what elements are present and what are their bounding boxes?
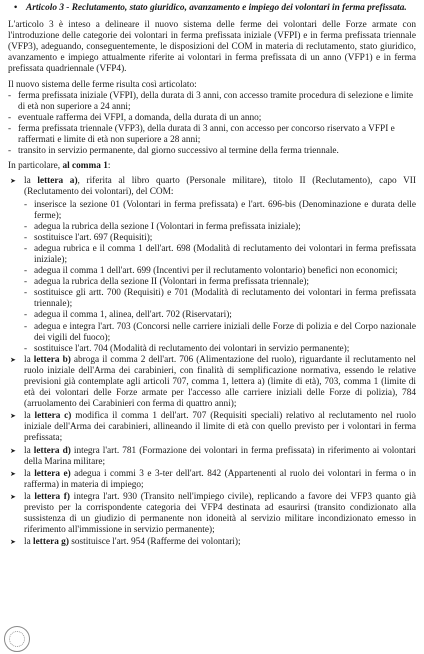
dash-marker: - bbox=[24, 243, 28, 254]
item-lead: la bbox=[24, 468, 35, 479]
system-list bbox=[8, 91, 416, 158]
letter-item bbox=[8, 411, 416, 444]
sub-item-text: adegua il comma 1, alinea, dell'art. 702 (Riservatari); bbox=[34, 310, 232, 321]
system-list-item bbox=[8, 146, 416, 157]
heading-label: Articolo 3 - bbox=[26, 3, 72, 13]
arrow-icon: ➤ bbox=[10, 412, 16, 421]
system-intro: Il nuovo sistema delle ferme risulta così articolato: bbox=[8, 79, 197, 90]
item-lead: la bbox=[24, 445, 34, 456]
particular-bold: al comma 1 bbox=[62, 161, 108, 172]
intro-paragraph: L'articolo 3 è inteso a delineare il nuovo sistema delle ferme dei volontari delle Forze armate con l'introduzione delle categorie dei volontari in ferma prefissata iniziale (VFPI) e in ferma prefissata triennale (VFP3), adeguando, conseguentemente, le disposizioni del COM in materia di reclutamento, stato giuridico, avanzamento e impiego attualmente riferite ai volontari in ferma prefissata di un anno (VFP1) e in ferma prefissata quadriennale (VFP4). bbox=[8, 20, 416, 75]
dash-marker: - bbox=[24, 277, 28, 288]
sub-item bbox=[8, 310, 416, 321]
item-letter: lettera f) bbox=[34, 491, 70, 502]
sub-item bbox=[8, 322, 416, 344]
sub-item bbox=[8, 244, 416, 266]
letter-item bbox=[8, 176, 416, 198]
particular-prefix: In particolare, bbox=[8, 161, 63, 172]
dash-marker: - bbox=[8, 90, 12, 101]
dash-marker: - bbox=[24, 221, 28, 232]
item-lead: la bbox=[24, 537, 34, 548]
item-lead: la bbox=[24, 354, 34, 365]
item-letter: lettera c) bbox=[34, 411, 72, 422]
item-text: abroga il comma 2 dell'art. 706 (Alimentazione del ruolo), riguardante il reclutamento nel ruolo iniziale dell'Arma dei carabinieri, con finalità di semplificazione normativa, essendo le relative previsioni già contemplate agli articoli 707, comma 1, lettera a) (limite di età), 703, comma 1 (limite di età dei volontari delle Forze armate per l'accesso alle carriere iniziali delle Forze di polizia), 784 (arruolamento dei Carabinieri con ferma di quattro anni); bbox=[24, 354, 416, 410]
heading-bullet: • bbox=[14, 3, 18, 13]
letter-item bbox=[8, 537, 416, 548]
sub-item bbox=[8, 288, 416, 310]
particular-suffix: : bbox=[107, 161, 111, 172]
sub-item bbox=[8, 344, 416, 355]
letter-item bbox=[8, 492, 416, 536]
sub-item bbox=[8, 233, 416, 244]
particular-paragraph bbox=[8, 161, 416, 172]
item-lead: la bbox=[24, 176, 38, 187]
dash-marker: - bbox=[24, 343, 28, 354]
arrow-icon: ➤ bbox=[10, 492, 16, 501]
dash-marker: - bbox=[8, 123, 12, 134]
sub-item-text: adegua e integra l'art. 703 (Concorsi nelle carriere iniziali delle Forze di polizia e del Corpo nazionale dei vigili del fuoco); bbox=[34, 321, 416, 343]
sub-item-text: adegua il comma 1 dell'art. 699 (Incentivi per il reclutamento volontario) benefici non economici; bbox=[34, 266, 398, 277]
letter-item bbox=[8, 469, 416, 491]
sub-item bbox=[8, 222, 416, 233]
dash-marker: - bbox=[8, 146, 12, 157]
item-text: , riferita al libro quarto (Personale militare), titolo II (Reclutamento), capo VII (Reclutamento dei volontari), del COM: bbox=[24, 176, 416, 198]
system-item-text: transito in servizio permanente, dal giorno successivo al termine della ferma triennale. bbox=[18, 146, 339, 157]
dash-marker: - bbox=[24, 310, 28, 321]
item-letter: lettera d) bbox=[33, 445, 71, 456]
sub-item-text: sostituisce l'art. 697 (Requisiti); bbox=[34, 232, 153, 243]
arrow-icon: ➤ bbox=[10, 446, 16, 455]
item-lead: la bbox=[24, 411, 35, 422]
sub-item bbox=[8, 200, 416, 222]
sub-item-text: sostituisce l'art. 704 (Modalità di reclutamento dei volontari in servizio permanente); bbox=[34, 343, 350, 354]
sub-item-text: adegua la rubrica della sezione I (Volontari in ferma prefissata iniziale); bbox=[34, 221, 301, 232]
item-text: integra l'art. 781 (Formazione dei volontari in ferma prefissata) in riferimento ai volontari della Marina militare; bbox=[24, 445, 416, 467]
system-list-item bbox=[8, 124, 416, 146]
system-item-text: ferma prefissata iniziale (VFPI), della durata di 3 anni, con accesso tramite procedura di selezione e limite di età non superiore a 24 anni; bbox=[18, 90, 413, 112]
heading-title: Reclutamento, stato giuridico, avanzamento e impiego dei volontari in ferma prefissata. bbox=[71, 3, 407, 13]
system-item-text: ferma prefissata triennale (VFP3), della durata di 3 anni, con accesso per concorso riservato a VFPI e raffermati e limite di età non superiore a 28 anni; bbox=[18, 123, 395, 146]
dash-marker: - bbox=[24, 321, 28, 332]
dash-marker: - bbox=[24, 288, 28, 299]
item-text: adegua i commi 3 e 3-ter dell'art. 842 (Appartenenti al ruolo dei volontari in ferma o in rafferma) in materia di impiego; bbox=[24, 468, 416, 490]
item-letter: lettera e) bbox=[34, 468, 71, 479]
items-list bbox=[8, 176, 416, 548]
system-list-item bbox=[8, 113, 416, 124]
sub-item-text: inserisce la sezione 01 (Volontari in ferma prefissata) e l'art. 696-bis (Denominazione e durata delle ferme); bbox=[34, 199, 416, 221]
arrow-icon: ➤ bbox=[10, 177, 16, 186]
dash-marker: - bbox=[24, 199, 28, 210]
item-text: modifica il comma 1 dell'art. 707 (Requisiti speciali) relativo al reclutamento nel ruolo iniziale dell'Arma dei carabinieri, allineando il limite di età con quello previsto per i volontari in ferma prefissata; bbox=[24, 411, 416, 444]
sub-item-text: adegua la rubrica della sezione II (Volontari in ferma prefissata triennale); bbox=[34, 277, 309, 288]
sub-item bbox=[8, 277, 416, 288]
item-text: sostituisce l'art. 954 (Rafferme dei volontari); bbox=[68, 537, 241, 548]
dash-marker: - bbox=[8, 112, 12, 123]
article-heading bbox=[14, 3, 416, 14]
letter-item bbox=[8, 355, 416, 410]
sub-item-text: adegua rubrica e il comma 1 dell'art. 698 (Modalità di reclutamento dei volontari in ferma prefissata iniziale); bbox=[34, 243, 416, 265]
arrow-icon: ➤ bbox=[10, 469, 16, 478]
item-lead: la bbox=[24, 491, 35, 502]
item-letter: lettera g) bbox=[33, 537, 69, 548]
arrow-icon: ➤ bbox=[10, 355, 16, 364]
dash-marker: - bbox=[24, 232, 28, 243]
item-letter: lettera a) bbox=[37, 176, 78, 187]
sub-item bbox=[8, 266, 416, 277]
system-list-item bbox=[8, 91, 416, 113]
arrow-icon: ➤ bbox=[10, 538, 16, 547]
seal-stamp bbox=[4, 626, 30, 652]
system-item-text: eventuale rafferma dei VFPI, a domanda, della durata di un anno; bbox=[18, 112, 262, 123]
item-letter: lettera b) bbox=[33, 354, 71, 365]
item-text: integra l'art. 930 (Transito nell'impiego civile), replicando a favore dei VFP3 quanto già previsto per la corrispondente categoria dei VFP4 destinata ad esaurirsi (transito condizionato alla sussistenza di un giudizio di permanente non idoneità al servizio militare incondizionato emesso in riferimento all'immissione in servizio permanente); bbox=[24, 491, 416, 536]
sub-item-text: sostituisce gli artt. 700 (Requisiti) e 701 (Modalità di reclutamento dei volontari in ferma prefissata triennale); bbox=[34, 288, 416, 310]
dash-marker: - bbox=[24, 266, 28, 277]
letter-item bbox=[8, 446, 416, 468]
